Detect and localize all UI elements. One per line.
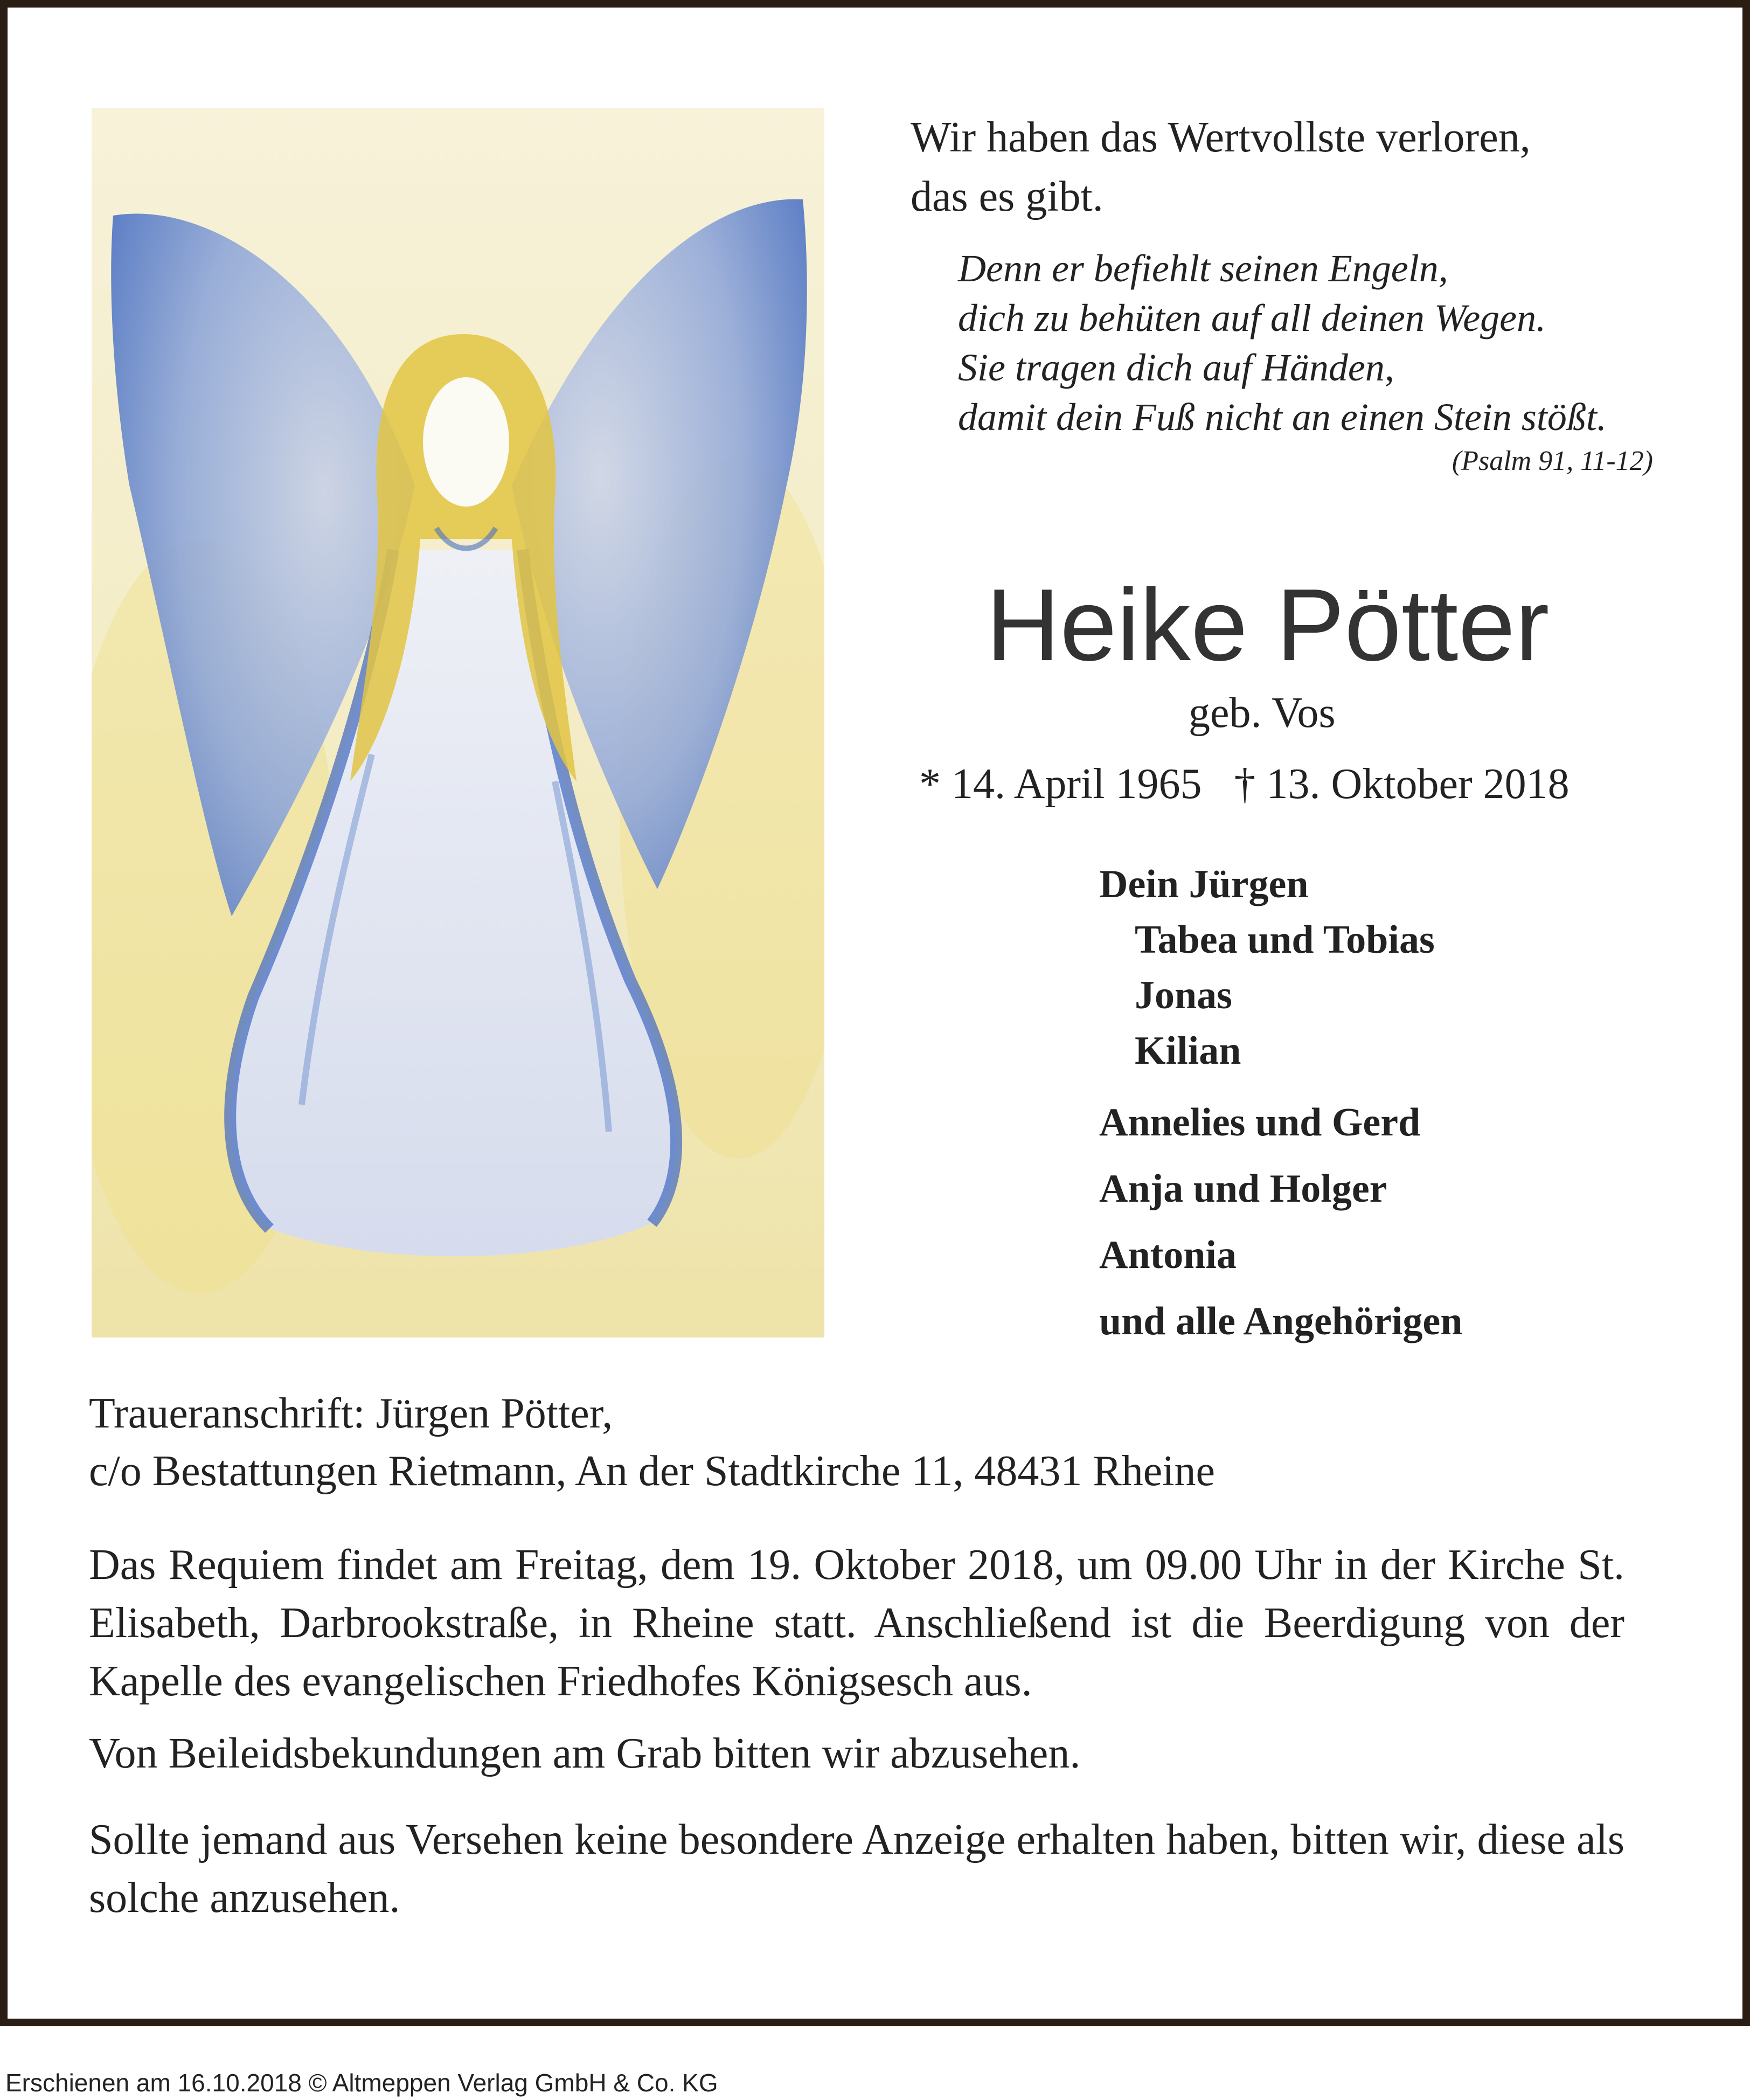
psalm-line: dich zu behüten auf all deinen Wegen. [958, 296, 1546, 339]
mourners-list [1099, 857, 1462, 1355]
condolence-paragraph: Von Beileidsbekundungen am Grab bitten wir abzusehen. [89, 1730, 1081, 1777]
psalm-line: Denn er befiehlt seinen Engeln, [958, 247, 1448, 290]
psalm-line: damit dein Fuß nicht an einen Stein stößt. [958, 396, 1607, 439]
intro-text [911, 108, 1531, 226]
address-line: c/o Bestattungen Rietmann, An der Stadtkirche 11, 48431 Rheine [89, 1447, 1215, 1495]
angel-illustration [92, 108, 824, 1337]
requiem-paragraph: Das Requiem findet am Freitag, dem 19. Oktober 2018, um 09.00 Uhr in der Kirche St. Elisabeth, Darbrookstraße, in Rheine statt. Anschließend ist die Beerdigung von der Kapelle des evangelischen Friedhofes Königsesch aus. [89, 1541, 1624, 1705]
mourner-other: Anja und Holger [1099, 1167, 1387, 1211]
mourner-child: Kilian [1135, 1029, 1241, 1073]
maiden-name: geb. Vos [1189, 689, 1336, 737]
death-date: † 13. Oktober 2018 [1234, 760, 1570, 808]
intro-line: Wir haben das Wertvollste verloren, [911, 114, 1531, 161]
mourner-child: Tabea und Tobias [1135, 918, 1435, 962]
mourner-other: und alle Angehörigen [1099, 1299, 1463, 1343]
mourning-address [89, 1385, 1215, 1500]
notification-paragraph: Sollte jemand aus Versehen keine besondere Anzeige erhalten haben, bitten wir, diese als solche anzusehen. [89, 1816, 1624, 1922]
angel-watercolor-image [92, 108, 824, 1337]
publication-footer: Erschienen am 16.10.2018 © Altmeppen Verlag GmbH & Co. KG [5, 2069, 718, 2097]
intro-line: das es gibt. [911, 173, 1103, 220]
mourner-child: Jonas [1135, 973, 1232, 1017]
mourner-other: Antonia [1099, 1233, 1237, 1277]
address-line: Traueranschrift: Jürgen Pötter, [89, 1390, 613, 1437]
psalm-quote [958, 244, 1607, 442]
life-dates [919, 760, 1570, 809]
birth-date: * 14. April 1965 [919, 760, 1202, 808]
psalm-reference: (Psalm 91, 11-12) [1452, 446, 1653, 476]
deceased-name: Heike Pötter [986, 568, 1550, 682]
mourner-head: Dein Jürgen [1099, 862, 1309, 906]
mourner-other: Annelies und Gerd [1099, 1100, 1421, 1145]
psalm-line: Sie tragen dich auf Händen, [958, 346, 1394, 389]
